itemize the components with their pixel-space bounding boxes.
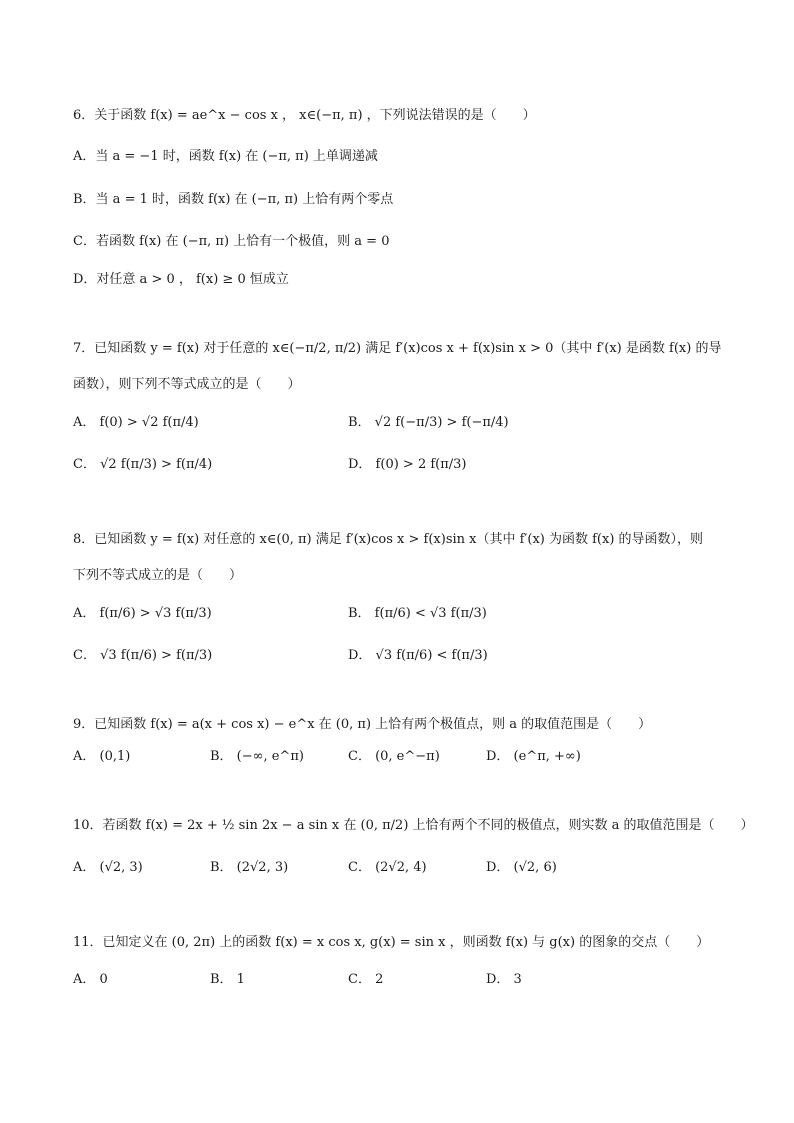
question-7-option-c[interactable]: C． √2 f(π/3) > f(π/4) <box>73 457 213 472</box>
question-9-stem: 9．已知函数 f(x) = a(x + cos x) − e^x 在 (0, π) 上恰有两个极值点，则 a 的取值范围是（ ） <box>73 717 652 732</box>
question-7-option-d[interactable]: D． f(0) > 2 f(π/3) <box>348 457 467 472</box>
question-8-option-c[interactable]: C． √3 f(π/6) > f(π/3) <box>73 648 213 663</box>
question-11-option-c[interactable]: C． 2 <box>348 972 384 987</box>
question-7-option-a[interactable]: A． f(0) > √2 f(π/4) <box>73 415 199 430</box>
question-6-stem: 6．关于函数 f(x) = ae^x − cos x ， x∈(−π, π) ，下列说法错误的是（ ） <box>73 108 536 123</box>
question-6-option-a[interactable]: A．当 a = −1 时，函数 f(x) 在 (−π, π) 上单调递减 <box>73 149 378 164</box>
question-6-option-d[interactable]: D．对任意 a > 0 ， f(x) ≥ 0 恒成立 <box>73 272 289 287</box>
question-6-option-c[interactable]: C．若函数 f(x) 在 (−π, π) 上恰有一个极值，则 a = 0 <box>73 234 390 249</box>
question-6-option-b[interactable]: B．当 a = 1 时，函数 f(x) 在 (−π, π) 上恰有两个零点 <box>73 192 394 207</box>
question-7-stem-line-1: 7．已知函数 y = f(x) 对于任意的 x∈(−π/2, π/2) 满足 f′(x)cos x + f(x)sin x > 0（其中 f′(x) 是函数 f(x) 的导 <box>73 341 722 356</box>
question-9-option-a[interactable]: A． (0,1) <box>73 749 131 764</box>
question-10-option-a[interactable]: A． (√2, 3) <box>73 860 143 875</box>
question-10-option-d[interactable]: D． (√2, 6) <box>486 860 557 875</box>
question-11-stem: 11．已知定义在 (0, 2π) 上的函数 f(x) = x cos x, g(x) = sin x ，则函数 f(x) 与 g(x) 的图象的交点（ ） <box>73 935 710 950</box>
question-7-stem-line-2: 函数），则下列不等式成立的是（ ） <box>73 377 301 392</box>
question-11-option-a[interactable]: A． 0 <box>73 972 108 987</box>
question-8-option-b[interactable]: B． f(π/6) < √3 f(π/3) <box>348 606 487 621</box>
question-10-stem: 10．若函数 f(x) = 2x + ½ sin 2x − a sin x 在 (0, π/2) 上恰有两个不同的极值点，则实数 a 的取值范围是（ ） <box>73 818 754 833</box>
question-8-stem-line-1: 8．已知函数 y = f(x) 对任意的 x∈(0, π) 满足 f′(x)cos x > f(x)sin x（其中 f′(x) 为函数 f(x) 的导函数），则 <box>73 532 704 547</box>
question-7-option-b[interactable]: B． √2 f(−π/3) > f(−π/4) <box>348 415 509 430</box>
question-8-option-a[interactable]: A． f(π/6) > √3 f(π/3) <box>73 606 212 621</box>
question-11-option-b[interactable]: B． 1 <box>210 972 245 987</box>
question-8-stem-line-2: 下列不等式成立的是（ ） <box>73 568 243 583</box>
question-11-option-d[interactable]: D． 3 <box>486 972 522 987</box>
question-9-option-b[interactable]: B． (−∞, e^π) <box>210 749 304 764</box>
question-9-option-c[interactable]: C． (0, e^−π) <box>348 749 440 764</box>
question-8-option-d[interactable]: D． √3 f(π/6) < f(π/3) <box>348 648 488 663</box>
question-10-option-c[interactable]: C． (2√2, 4) <box>348 860 427 875</box>
question-9-option-d[interactable]: D． (e^π, +∞) <box>486 749 581 764</box>
question-10-option-b[interactable]: B． (2√2, 3) <box>210 860 289 875</box>
